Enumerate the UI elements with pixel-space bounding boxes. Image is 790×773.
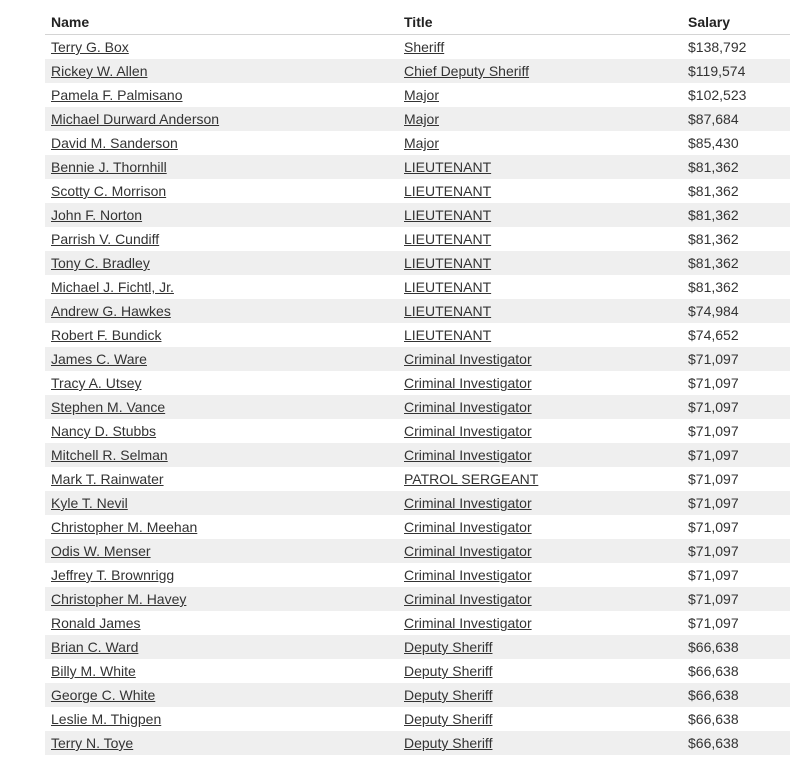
employee-name-link[interactable]: Christopher M. Meehan	[51, 519, 198, 535]
job-title-link[interactable]: Criminal Investigator	[404, 567, 532, 583]
job-title-link[interactable]: Criminal Investigator	[404, 495, 532, 511]
salary-cell: $81,362	[688, 231, 739, 247]
table-row	[45, 179, 790, 203]
employee-name-link[interactable]: Terry N. Toye	[51, 735, 134, 751]
employee-name-link[interactable]: John F. Norton	[51, 207, 143, 223]
table-row	[45, 299, 790, 323]
salary-cell: $71,097	[682, 491, 790, 515]
salary-cell: $138,792	[688, 39, 747, 55]
table-row	[45, 203, 790, 227]
table-row	[45, 659, 790, 683]
salary-cell: $71,097	[682, 443, 790, 467]
name-cell	[45, 491, 398, 515]
title-cell	[398, 179, 682, 203]
name-cell	[45, 59, 398, 83]
salary-cell: $81,362	[682, 251, 790, 275]
job-title-link[interactable]: LIEUTENANT	[404, 231, 492, 247]
employee-name-link[interactable]: Nancy D. Stubbs	[51, 423, 157, 439]
salary-cell: $119,574	[682, 59, 790, 83]
title-cell	[398, 275, 682, 299]
name-cell	[45, 131, 398, 155]
job-title-link[interactable]: LIEUTENANT	[404, 183, 492, 199]
table-row	[45, 131, 790, 155]
title-cell	[398, 35, 682, 60]
job-title-link[interactable]: Deputy Sheriff	[404, 687, 493, 703]
title-cell	[398, 251, 682, 275]
employee-name-link[interactable]: Kyle T. Nevil	[51, 495, 128, 511]
salary-table	[45, 9, 790, 755]
job-title-link[interactable]: Criminal Investigator	[404, 375, 532, 391]
employee-name-link[interactable]: Billy M. White	[51, 663, 136, 679]
title-cell	[398, 611, 682, 635]
name-cell	[45, 323, 398, 347]
table-row	[45, 227, 790, 251]
salary-cell: $66,638	[682, 731, 790, 755]
employee-name-link[interactable]: Christopher M. Havey	[51, 591, 187, 607]
column-header-title[interactable]: Title	[398, 9, 682, 35]
employee-name-link[interactable]: David M. Sanderson	[51, 135, 178, 151]
employee-name-link[interactable]: Stephen M. Vance	[51, 399, 166, 415]
table-row	[45, 683, 790, 707]
salary-cell: $71,097	[682, 587, 790, 611]
title-cell	[398, 155, 682, 179]
employee-name-link[interactable]: Jeffrey T. Brownrigg	[51, 567, 175, 583]
job-title-link[interactable]: LIEUTENANT	[404, 327, 492, 343]
name-cell	[45, 539, 398, 563]
title-cell	[398, 107, 682, 131]
title-cell	[398, 299, 682, 323]
title-cell	[398, 323, 682, 347]
title-cell	[398, 443, 682, 467]
table-row	[45, 155, 790, 179]
name-cell	[45, 227, 398, 251]
job-title-link[interactable]: Deputy Sheriff	[404, 711, 493, 727]
job-title-link[interactable]: Criminal Investigator	[404, 447, 532, 463]
employee-name-link[interactable]: Michael J. Fichtl, Jr.	[51, 279, 174, 295]
table-row	[45, 587, 790, 611]
title-cell	[398, 371, 682, 395]
table-row	[45, 59, 790, 83]
name-cell	[45, 203, 398, 227]
salary-cell: $71,097	[688, 375, 739, 391]
title-cell	[398, 395, 682, 419]
column-header-salary[interactable]: Salary	[682, 9, 790, 35]
job-title-link[interactable]: Major	[404, 111, 440, 127]
table-row	[45, 563, 790, 587]
name-cell	[45, 35, 398, 60]
name-cell	[45, 155, 398, 179]
title-cell	[398, 347, 682, 371]
title-cell	[398, 587, 682, 611]
job-title-link[interactable]: LIEUTENANT	[404, 255, 492, 271]
job-title-link[interactable]: Criminal Investigator	[404, 591, 532, 607]
employee-name-link[interactable]: Bennie J. Thornhill	[51, 159, 167, 175]
name-cell	[45, 371, 398, 395]
employee-name-link[interactable]: Tony C. Bradley	[51, 255, 150, 271]
table-row	[45, 83, 790, 107]
employee-name-link[interactable]: Odis W. Menser	[51, 543, 151, 559]
table-row	[45, 635, 790, 659]
job-title-link[interactable]: Criminal Investigator	[404, 399, 532, 415]
title-cell	[398, 635, 682, 659]
salary-cell: $81,362	[682, 203, 790, 227]
salary-cell: $71,097	[688, 423, 739, 439]
job-title-link[interactable]: Deputy Sheriff	[404, 735, 493, 751]
job-title-link[interactable]: Chief Deputy Sheriff	[404, 63, 530, 79]
salary-cell: $71,097	[682, 347, 790, 371]
employee-name-link[interactable]: Ronald James	[51, 615, 141, 631]
table-row	[45, 323, 790, 347]
name-cell	[45, 299, 398, 323]
employee-name-link[interactable]: Rickey W. Allen	[51, 63, 148, 79]
table-row	[45, 395, 790, 419]
employee-name-link[interactable]: James C. Ware	[51, 351, 147, 367]
job-title-link[interactable]: LIEUTENANT	[404, 207, 492, 223]
salary-cell: $71,097	[688, 567, 739, 583]
header-row	[45, 9, 790, 35]
table-row	[45, 419, 790, 443]
employee-name-link[interactable]: Parrish V. Cundiff	[51, 231, 160, 247]
job-title-link[interactable]: Criminal Investigator	[404, 519, 532, 535]
employee-name-link[interactable]: Tracy A. Utsey	[51, 375, 142, 391]
job-title-link[interactable]: LIEUTENANT	[404, 279, 492, 295]
salary-cell: $102,523	[688, 87, 747, 103]
name-cell	[45, 611, 398, 635]
table-row	[45, 35, 790, 60]
job-title-link[interactable]: Criminal Investigator	[404, 423, 532, 439]
title-cell	[398, 731, 682, 755]
name-cell	[45, 635, 398, 659]
employee-name-link[interactable]: Andrew G. Hawkes	[51, 303, 171, 319]
name-cell	[45, 83, 398, 107]
table-row	[45, 347, 790, 371]
title-cell	[398, 491, 682, 515]
employee-name-link[interactable]: Michael Durward Anderson	[51, 111, 220, 127]
title-cell	[398, 515, 682, 539]
title-cell	[398, 203, 682, 227]
salary-cell: $81,362	[688, 279, 739, 295]
salary-cell: $81,362	[688, 183, 739, 199]
title-cell	[398, 59, 682, 83]
salary-cell: $74,984	[682, 299, 790, 323]
job-title-link[interactable]: LIEUTENANT	[404, 159, 492, 175]
title-cell	[398, 83, 682, 107]
employee-name-link[interactable]: Brian C. Ward	[51, 639, 139, 655]
employee-name-link[interactable]: Leslie M. Thigpen	[51, 711, 162, 727]
name-cell	[45, 419, 398, 443]
name-cell	[45, 251, 398, 275]
name-cell	[45, 347, 398, 371]
name-cell	[45, 179, 398, 203]
salary-cell: $71,097	[688, 471, 739, 487]
name-cell	[45, 107, 398, 131]
employee-name-link[interactable]: George C. White	[51, 687, 156, 703]
salary-cell: $87,684	[682, 107, 790, 131]
employee-name-link[interactable]: Terry G. Box	[51, 39, 129, 55]
name-cell	[45, 731, 398, 755]
table-row	[45, 539, 790, 563]
column-header-name[interactable]: Name	[45, 9, 398, 35]
employee-name-link[interactable]: Robert F. Bundick	[51, 327, 162, 343]
title-cell	[398, 683, 682, 707]
table-row	[45, 371, 790, 395]
job-title-link[interactable]: Sheriff	[404, 39, 445, 55]
job-title-link[interactable]: Deputy Sheriff	[404, 639, 493, 655]
title-cell	[398, 707, 682, 731]
name-cell	[45, 395, 398, 419]
title-cell	[398, 563, 682, 587]
name-cell	[45, 467, 398, 491]
table-header	[45, 9, 790, 35]
salary-cell: $66,638	[682, 635, 790, 659]
salary-cell: $71,097	[682, 395, 790, 419]
name-cell	[45, 443, 398, 467]
job-title-link[interactable]: Major	[404, 135, 440, 151]
employee-name-link[interactable]: Mitchell R. Selman	[51, 447, 168, 463]
title-cell	[398, 419, 682, 443]
salary-cell: $66,638	[688, 663, 739, 679]
salary-table-container	[45, 9, 790, 755]
salary-cell: $66,638	[682, 683, 790, 707]
table-body	[45, 35, 790, 756]
title-cell	[398, 467, 682, 491]
table-row	[45, 251, 790, 275]
name-cell	[45, 587, 398, 611]
table-row	[45, 275, 790, 299]
employee-name-link[interactable]: Pamela F. Palmisano	[51, 87, 183, 103]
job-title-link[interactable]: Criminal Investigator	[404, 351, 532, 367]
salary-cell: $71,097	[688, 519, 739, 535]
title-cell	[398, 539, 682, 563]
name-cell	[45, 275, 398, 299]
salary-cell: $85,430	[688, 135, 739, 151]
name-cell	[45, 515, 398, 539]
table-row	[45, 491, 790, 515]
table-row	[45, 611, 790, 635]
salary-cell: $71,097	[682, 539, 790, 563]
salary-cell: $71,097	[688, 615, 739, 631]
name-cell	[45, 707, 398, 731]
salary-cell: $81,362	[682, 155, 790, 179]
name-cell	[45, 659, 398, 683]
table-row	[45, 467, 790, 491]
name-cell	[45, 563, 398, 587]
salary-cell: $66,638	[688, 711, 739, 727]
table-row	[45, 107, 790, 131]
name-cell	[45, 683, 398, 707]
title-cell	[398, 131, 682, 155]
table-row	[45, 515, 790, 539]
job-title-link[interactable]: Major	[404, 87, 440, 103]
employee-name-link[interactable]: Scotty C. Morrison	[51, 183, 167, 199]
title-cell	[398, 227, 682, 251]
table-row	[45, 731, 790, 755]
job-title-link[interactable]: Criminal Investigator	[404, 543, 532, 559]
job-title-link[interactable]: Criminal Investigator	[404, 615, 532, 631]
job-title-link[interactable]: PATROL SERGEANT	[404, 471, 539, 487]
employee-name-link[interactable]: Mark T. Rainwater	[51, 471, 164, 487]
job-title-link[interactable]: LIEUTENANT	[404, 303, 492, 319]
table-row	[45, 707, 790, 731]
title-cell	[398, 659, 682, 683]
salary-cell: $74,652	[688, 327, 739, 343]
job-title-link[interactable]: Deputy Sheriff	[404, 663, 493, 679]
table-row	[45, 443, 790, 467]
